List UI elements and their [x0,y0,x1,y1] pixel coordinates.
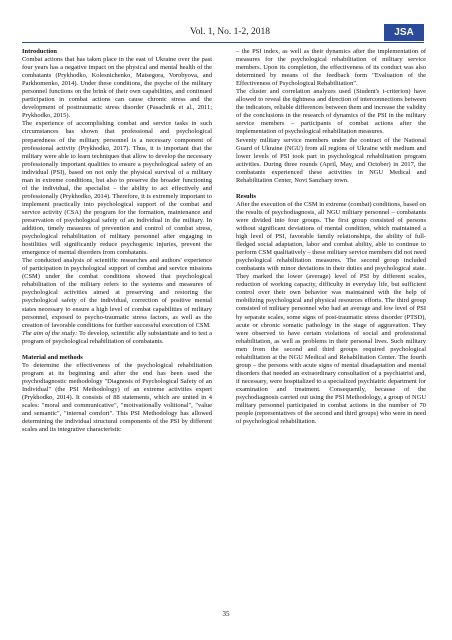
section-title-results: Results [236,192,257,200]
paragraph: – the PSI index, as well as their dynamics after the implementation of measures for the psychological rehabilitation of military service members. Upon its completion, the effectiveness of its conduct was also determined by means of the feedback form "Evaluation of the Effectiveness of Psychological Rehabilitation". [236,48,426,88]
left-column [22,48,212,434]
page-header [0,0,452,42]
page-number: 35 [222,610,230,618]
aim-paragraph [22,330,212,346]
paragraph: Seventy military service members under the contract of the National Guard of Ukraine (NGU) from all regions of Ukraine with medium and lower levels of PSI took part in psychological rehabilitation program activities. During three rounds (April, May, and October) in 2017, the combatants experienced these activities in NGU Medical and Rehabilitation Center, Novi Sanzhary town. [236,136,426,184]
paragraph: The conducted analysis of scientific researches and authors' experience of participation in psychological support of combat and service missions (CSM) under the combat conditions showed that psychological rehabilitation of the military refers to the systems and measures of psychological activities aimed at preserving and restoring the psychological safety of the individual, correction of positive mental states necessary to ensure a high level of combat capabilities of military personnel, exposed to psycho-traumatic stress factors, as well as the creation of favorable conditions for further successful execution of CSM. [22,257,212,329]
aim-label: The aim of the study: [22,329,78,337]
section-title-methods: Material and methods [22,353,83,361]
journal-logo-badge: JSA [384,24,424,41]
section-title-introduction: Introduction [22,48,57,55]
header-divider [22,42,424,43]
paragraph: After the execution of the CSM in extreme (combat) conditions, based on the results of psychodiagnosis, all NGU military personnel – combatants were divided into four groups. The first group consisted of persons without significant deviations of mental condition, which maintained a high level of PSI, favorable family relationships, the ability of full-fledged social adaptation, labor and combat ability, able to continue to perform CSM qualitatively – these military service members did not need psychological rehabilitation measures. The second group included combatants with minor deviations in their duties and psychological state. They marked the lower (average) level of PSI by different scales, reduction of working capacity, difficulty in everyday life, but sufficient control over their own behavior was maintained with the help of mobilizing psychological and physical resources efforts. The third group consisted of military personnel who had an average and low level of PSI by separate scales, some signs of post-traumatic stress disorder (PTSD), acute or chronic somatic pathology in the stage of aggravation. They were observed to have certain violations of social and professional rehabilitation, as well as problems in their personal lives. Such military men from the second and third groups required psychological rehabilitation at the NGU Medical and Rehabilitation Center. The fourth group – the persons with acute signs of mental disadaptation and mental disorders that needed an extraordinary consultation of a psychiatrist and, if necessary, were hospitalized to a specialized psychiatric department for examination and treatment. Consequently, because of the psychodiagnosis carried out using the PSI Methodology, a group of NGU military personnel participated in combat actions in the number of 70 people (representatives of the second and third groups) who were in need of psychological rehabilitation. [236,200,426,426]
right-column [236,48,426,426]
paragraph: Combat actions that has taken place in the east of Ukraine over the past four years has a negative impact on the physical and mental health of the combatants (Prykhodko, Kolesnichenko, Matsegora, Vorobyova, and Parkhomenko, 2014). Under these conditions, the psyche of the military personnel functions on the brink of their own capabilities, and continued participation in combat actions can cause chronic stress and the development of posttraumatic stress disorder (Pasachnik et al., 2011; Prykhodko, 2015). [22,56,212,120]
paragraph: The cluster and correlation analyzes used (Student's t-criterion) have allowed to reveal the tightness and direction of interconnections between the indicators, reliable differences between them and increase the validity of the conclusions in the research of dynamics of the PSI in the military service members – participants of combat actions after the implementation of psychological rehabilitation measures. [236,88,426,136]
journal-volume-title: Vol. 1, No. 1-2, 2018 [190,27,271,37]
paragraph: To determine the effectiveness of the psychological rehabilitation program at its beginning and after the end has been used the psychodiagnostic methodology "Diagnosis of Psychological Safety of an Individual" (the PSI Methodology) of an extreme activities expert (Prykhodko, 2014). It consists of 88 statements, which are united in 4 scales: "moral and communicative", "motivationally volitional", "value and semantic", "internal comfort". This PSI Methodology has allowed determining the individual structural components of the PSI by different scales and its integrative characteristic [22,361,212,434]
aim-text: To develop, scientific ally substantiate and to test a program of psychological rehabilitation of combatants. [22,329,212,345]
paragraph: The experience of accomplishing combat and service tasks in such circumstances has shown that professional and psychological preparedness of the military personnel is a necessary component of professional activity (Prykhodko, 2017). Thus, it is important that the military were able to learn techniques that allow to develop the necessary professionally important qualities to ensure a psychological safety of an individual (PSI), based on not only the physical survival of a military man in extreme conditions, but also to preserve the broader functioning of the individual, the specialist – the ability to act effectively and professionally (Prykhodko, 2014). Therefore, it is extremely important to implement practically into psychological support of the combat and service activity (CSA) the program for the formation, maintenance and preservation of psychological safety of an individual in the military. In addition, timely measures of prevention and control of combat stress, psychological rehabilitation of military personnel after engaging in hostilities will significantly reduce psychogenic injuries, prevent the emergence of mental disorders from combatants. [22,120,212,257]
